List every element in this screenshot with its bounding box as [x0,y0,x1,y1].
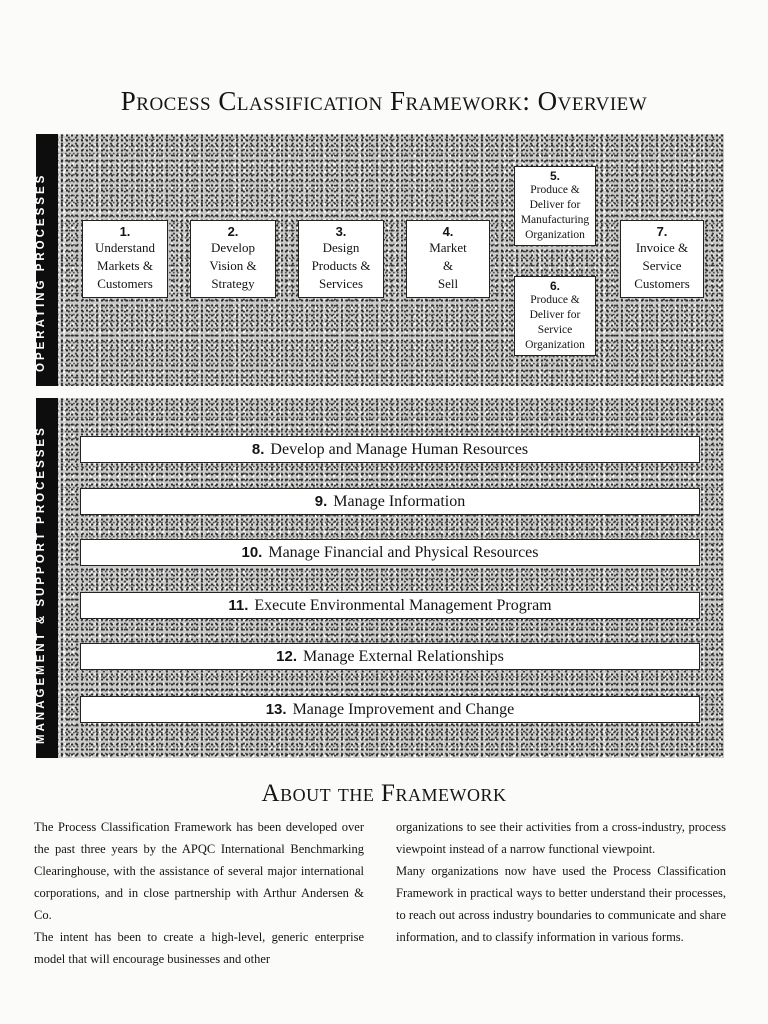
process-box-3: 3. Design Products & Services [298,220,384,298]
process-bar-10: 10. Manage Financial and Physical Resources [80,539,700,566]
about-paragraph: The intent has been to create a high-level, generic enterprise model that will encourage businesses and other [34,930,364,966]
process-bar-9: 9. Manage Information [80,488,700,515]
process-box-5: 5. Produce & Deliver for Manufacturing Organization [514,166,596,246]
about-paragraph: organizations to see their activities from a cross-industry, process viewpoint instead of a narrow functional viewpoint. [396,820,726,856]
page-title: Process Classification Framework: Overview [120,86,648,116]
process-bar-8: 8. Develop and Manage Human Resources [80,436,700,463]
about-left-column [34,816,364,970]
about-paragraph: Many organizations now have used the Process Classification Framework in practical ways to better understand their processes, to reach out across industry boundaries to communicate and share information, and to classify information in various forms. [396,864,726,944]
process-box-4: 4. Market & Sell [406,220,490,298]
operating-processes-label: OPERATING PROCESSES [35,172,47,372]
process-box-2: 2. Develop Vision & Strategy [190,220,276,298]
process-bar-13: 13. Manage Improvement and Change [80,696,700,723]
operating-processes-sidebar [36,134,58,386]
about-title: About the Framework [261,780,507,807]
about-right-column [396,816,726,948]
process-box-7: 7. Invoice & Service Customers [620,220,704,298]
management-support-sidebar [36,398,58,758]
process-bar-12: 12. Manage External Relationships [80,643,700,670]
about-paragraph: The Process Classification Framework has been developed over the past three years by the APQC International Benchmarking Clearinghouse, with the assistance of several major international corporations, and in close partnership with Arthur Andersen & Co. [34,820,364,922]
process-box-1: 1. Understand Markets & Customers [82,220,168,298]
process-bar-11: 11. Execute Environmental Management Program [80,592,700,619]
management-support-panel [36,398,724,758]
operating-processes-panel [36,134,724,386]
process-box-6: 6. Produce & Deliver for Service Organization [514,276,596,356]
management-support-label: MANAGEMENT & SUPPORT PROCESSES [35,425,47,744]
